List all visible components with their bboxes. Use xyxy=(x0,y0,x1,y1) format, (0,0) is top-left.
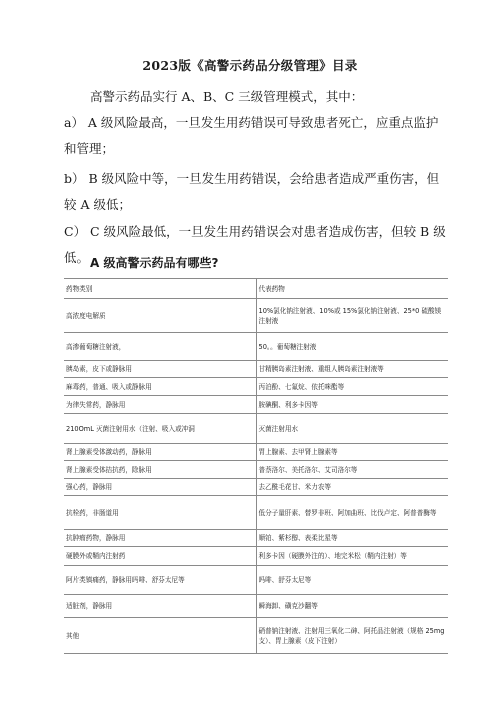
cell-category: 抗栓药，非肠道用 xyxy=(64,496,256,530)
table-row xyxy=(64,414,448,444)
cell-category: 强心药，静脉用 xyxy=(64,479,256,496)
level-a-paragraph: a） A 级风险最高，一旦发生用药错误可导致患者死亡，应重点监护和管理； xyxy=(64,115,439,156)
cell-drugs: 普萘洛尔、美托洛尔、艾司洛尔等 xyxy=(256,461,448,479)
cell-category: 肾上腺素受体激动药，静脉用 xyxy=(64,444,256,461)
cell-category: 为律失常药，静脉用 xyxy=(64,396,256,414)
table-row xyxy=(64,299,448,333)
table-row xyxy=(64,530,448,547)
cell-drugs: 利多卡因（硬膜外注的）、地完米松（鞘内注射）等 xyxy=(256,547,448,566)
cell-category: 麻毒药，普通、吸入或静脉用 xyxy=(64,378,256,396)
level-b-paragraph: b） B 级风险中等，一旦发生用药错误，会给患者造成严重伤害，但较 A 级低； xyxy=(64,171,440,212)
cell-drugs: 低分子量肝素、替罗非班、阿加曲班、比伐卢定、阿普普酶等 xyxy=(256,496,448,530)
cell-category: 硬膜外或鞘内注射药 xyxy=(64,547,256,566)
table-row xyxy=(64,396,448,414)
table-row xyxy=(64,547,448,566)
cell-drugs: 顺铂、紫杉醇、表柔比星等 xyxy=(256,530,448,547)
cell-category: 高渗葡萄糖注射液， xyxy=(64,333,256,361)
cell-category: 抗肿瘤药物，静脉用 xyxy=(64,530,256,547)
level-c-paragraph: C） C 级风险最低，一旦发生用药错误会对患者造成伤害，但较 B 级低。 xyxy=(64,224,446,265)
cell-drugs: 瞬海卸、磺克沙翻等 xyxy=(256,595,448,618)
cell-drugs: 灭菌注射用水 xyxy=(256,414,448,444)
table-row xyxy=(64,618,448,654)
table-row xyxy=(64,444,448,461)
table-row xyxy=(64,461,448,479)
cell-category: 阿片类镇痛药，静脉用吗啡、舒芬太尼等 xyxy=(64,566,256,595)
cell-category: 其他 xyxy=(64,618,256,654)
header-category: 药物类别 xyxy=(64,279,256,299)
document-title: 2023版《高警示药品分级管理》目录 xyxy=(142,58,358,73)
cell-drugs: 吗啡、舒芬太尼等 xyxy=(256,566,448,595)
cell-category: 胰岛素，皮下或静脉用 xyxy=(64,361,256,378)
cell-category: 210OmL 灭菌注射用水（注射、吸入或冲洞 xyxy=(64,414,256,444)
cell-drugs: 10%氯化钠注射液、10%或 15%氯化钠注射液、25*0 硫酸镁注射液 xyxy=(256,299,448,333)
a-level-drug-table xyxy=(64,278,448,654)
cell-category: 适脏剂，静脉用 xyxy=(64,595,256,618)
table-row xyxy=(64,361,448,378)
cell-drugs: 胺碘酮、利多卡因等 xyxy=(256,396,448,414)
table-header-row xyxy=(64,279,448,299)
table-row xyxy=(64,496,448,530)
cell-drugs: 丙泊酚、七氟烷、依托咪酯等 xyxy=(256,378,448,396)
cell-drugs: 胃上腺素、去甲肾上腺素等 xyxy=(256,444,448,461)
table-row xyxy=(64,479,448,496)
cell-category: 肾上腺素受体拮抗药，除脉用 xyxy=(64,461,256,479)
section-title: A 级高警示药品有哪些? xyxy=(90,256,219,270)
header-drugs: 代表药物 xyxy=(256,279,448,299)
table-row xyxy=(64,595,448,618)
table-row xyxy=(64,378,448,396)
cell-drugs: 硝普钠注射液、注射用三氧化二砷、阿托品注射液（规格 25mg 支）、胃上腺素（皮下注射） xyxy=(256,618,448,654)
table-row xyxy=(64,333,448,361)
table-row xyxy=(64,566,448,595)
cell-category: 高浓度电解质 xyxy=(64,299,256,333)
intro-paragraph: 高警示药品实行 A、B、C 三级管理模式，其中： xyxy=(90,89,364,104)
cell-drugs: 50。。葡萄糖注射液 xyxy=(256,333,448,361)
cell-drugs: 去乙酰毛花甘、米力农等 xyxy=(256,479,448,496)
cell-drugs: 甘精胰岛素注射液、重组人胰岛素注射液等 xyxy=(256,361,448,378)
